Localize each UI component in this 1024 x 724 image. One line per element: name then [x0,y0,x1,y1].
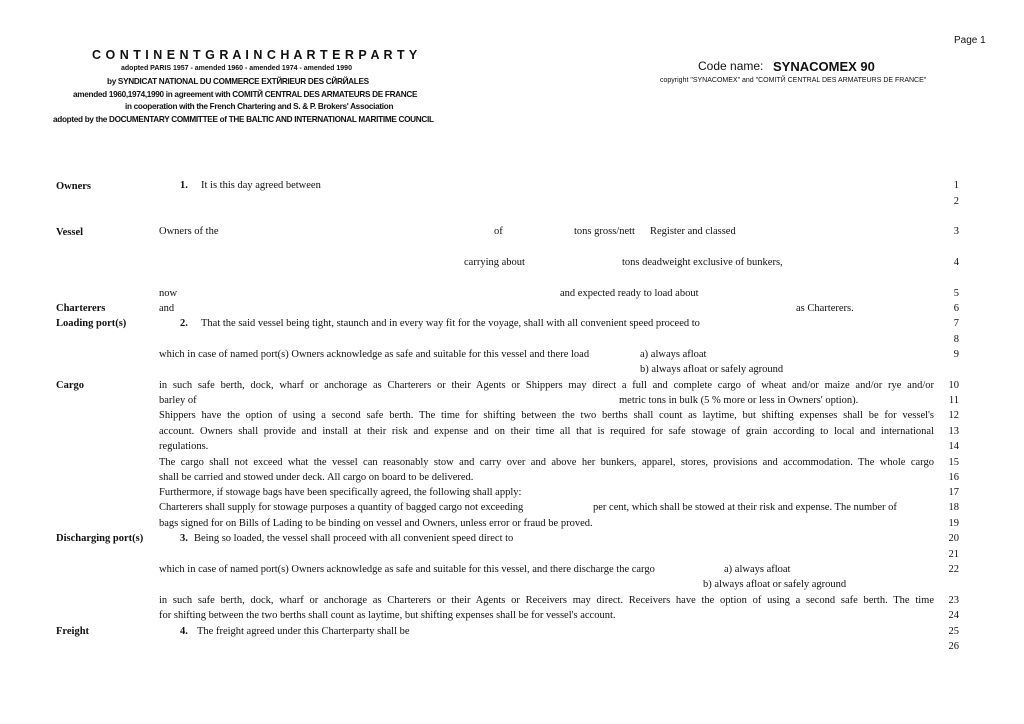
line-number: 21 [948,549,959,560]
page-number: Page 1 [954,35,986,46]
line-number: 14 [948,441,959,452]
vessel-owners-of-the: Owners of the [159,226,219,237]
line-22-option-b: b) always afloat or safely aground [703,579,847,590]
line-19: bags signed for on Bills of Lading to be binding on vessel and Owners, unless error or fraud be proved. [159,518,593,529]
line-number: 2 [953,196,959,207]
line-number: 22 [948,564,959,575]
line-22-text: which in case of named port(s) Owners acknowledge as safe and suitable for this vessel, and there discharge the cargo [159,564,655,575]
line-number: 8 [953,334,959,345]
line-number: 20 [948,533,959,544]
line-number: 13 [948,426,959,437]
line-14: regulations. [159,441,209,452]
line-number: 17 [948,487,959,498]
line-12: Shippers have the option of using a second safe berth. The time for shifting between the two berths shall count as laytime, but shifting expenses shall be for vessel's [159,410,934,421]
clause-4-text: The freight agreed under this Charterparty shall be [197,626,410,637]
syndicat-line: by SYNDICAT NATIONAL DU COMMERCE EXTЙRIEUR DES CЙRЙALES [107,77,369,86]
line-number: 10 [948,380,959,391]
documentary-line: adopted by the DOCUMENTARY COMMITTEE of THE BALTIC AND INTERNATIONAL MARITIME COUNCIL [53,115,434,124]
vessel-register: Register and classed [650,226,736,237]
line-number: 26 [948,641,959,652]
clause-3-number: 3. [180,533,188,544]
label-owners: Owners [56,181,91,192]
amended-line: amended 1960,1974,1990 in agreement with COMITЙ CENTRAL DES ARMATEURS DE FRANCE [73,90,418,99]
line-number: 7 [953,318,959,329]
code-name-label: Code name: [698,59,764,73]
line-24: for shifting between the two berths shall count as laytime, but shifting expenses shall be for vessel's account. [159,610,616,621]
line-number: 9 [953,349,959,360]
label-freight: Freight [56,626,90,637]
line-number: 16 [948,472,959,483]
line-number: 11 [948,395,959,406]
clause-3-text: Being so loaded, the vessel shall proceed with all convenient speed direct to [194,533,514,544]
line-number: 19 [948,518,959,529]
line-number: 25 [948,626,959,637]
line-11-start: barley of [159,395,197,406]
copyright-line: copyright "SYNACOMEX" and "COMITЙ CENTRAL DES ARMATEURS DE FRANCE" [660,77,927,84]
vessel-carrying: carrying about [464,257,525,268]
line-number: 23 [948,595,959,606]
line-number: 5 [953,288,959,299]
vessel-tons: tons gross/nett [574,226,635,237]
line-22-option-a: a) always afloat [724,564,791,575]
line-number: 6 [953,303,959,314]
label-cargo: Cargo [56,380,84,391]
line-9-option-b: b) always afloat or safely aground [640,364,784,375]
line-23: in such safe berth, dock, wharf or anchorage as Charterers or their Agents or Receivers may direct. Receivers have the option of using a second safe berth. The time [159,595,934,606]
line-16: shall be carried and stowed under deck. All cargo on board to be delivered. [159,472,474,483]
label-vessel: Vessel [56,227,84,238]
line-11-end: metric tons in bulk (5 % more or less in Owners' option). [619,395,859,406]
line-15: The cargo shall not exceed what the vessel can reasonably stow and carry over and above her bunkers, apparel, stores, provisions and accommodation. The whole cargo [159,457,934,468]
line-18-end: per cent, which shall be stowed at their risk and expense. The number of [593,502,897,513]
line-number: 1 [953,180,959,191]
expected-ready-text: and expected ready to load about [560,288,699,299]
clause-2-text: That the said vessel being tight, staunch and in every way fit for the voyage, shall with all convenient speed proceed to [201,318,700,329]
vessel-deadweight: tons deadweight exclusive of bunkers, [622,257,783,268]
clause-1-number: 1. [180,180,188,191]
line-10: in such safe berth, dock, wharf or anchorage as Charterers or their Agents or Shippers may direct a full and complete cargo of wheat and/or maize and/or rye and/or [159,380,934,391]
line-number: 4 [953,257,959,268]
code-name: SYNACOMEX 90 [773,59,875,74]
line-number: 24 [948,610,959,621]
label-charterers: Charterers [56,303,106,314]
line-9-option-a: a) always afloat [640,349,707,360]
line-number: 18 [948,502,959,513]
now-text: now [159,288,178,299]
clause-1-text: It is this day agreed between [201,180,321,191]
line-17: Furthermore, if stowage bags have been specifically agreed, the following shall apply: [159,487,522,498]
line-number: 15 [948,457,959,468]
vessel-of: of [494,226,503,237]
label-discharging-ports: Discharging port(s) [56,533,144,544]
clause-4-number: 4. [180,626,188,637]
as-charterers-text: as Charterers. [796,303,854,314]
document-title: C O N T I N E N T G R A I N C H A R T E R P A R T Y [92,48,418,62]
line-9-text: which in case of named port(s) Owners acknowledge as safe and suitable for this vessel and there load [159,349,590,360]
line-number: 3 [953,226,959,237]
line-18-start: Charterers shall supply for stowage purposes a quantity of bagged cargo not exceeding [159,502,524,513]
cooperation-line: in cooperation with the French Chartering and S. & P. Brokers' Association [125,102,394,111]
line-number: 12 [948,410,959,421]
label-loading-ports: Loading port(s) [56,318,127,329]
clause-2-number: 2. [180,318,188,329]
line-13: account. Owners shall provide and install at their risk and expense and on their time all that is required for safe stowage of grain according to local and international [159,426,934,437]
adopted-line: adopted PARIS 1957 - amended 1960 - amended 1974 - amended 1990 [121,65,352,72]
and-text: and [159,303,175,314]
